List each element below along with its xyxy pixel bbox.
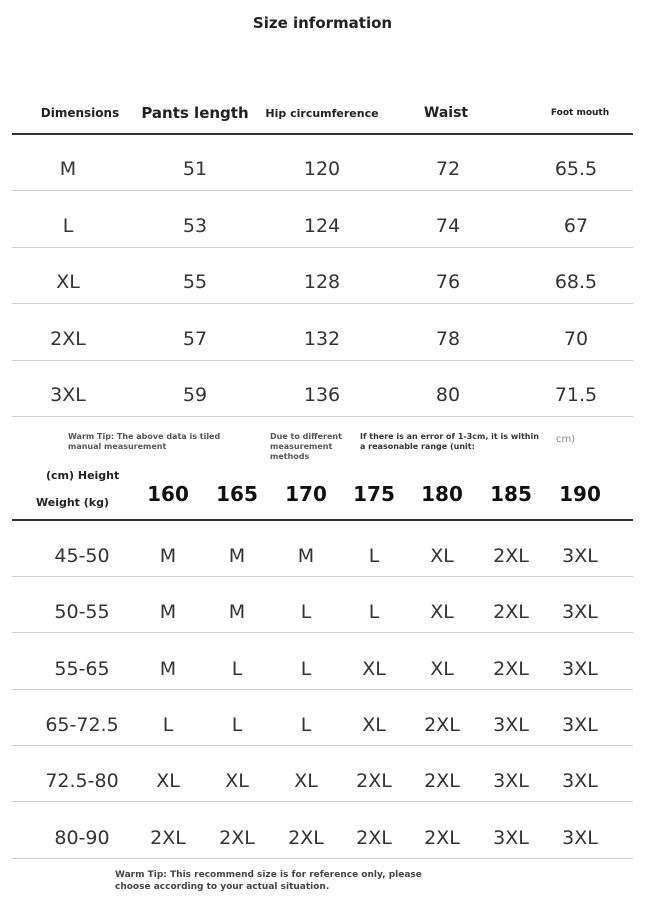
recommended-size-cell: 3XL xyxy=(493,770,529,793)
header-waist: Waist xyxy=(423,105,469,121)
recommended-size-cell: M xyxy=(228,545,246,567)
size-table-cell: 80 xyxy=(435,384,461,406)
recommended-size-cell: XL xyxy=(294,770,318,793)
recommended-size-cell: 3XL xyxy=(562,770,598,793)
recommended-size-cell: L xyxy=(231,713,243,736)
recommended-size-cell: M xyxy=(159,601,177,624)
row-divider xyxy=(12,689,633,690)
size-table-cell: 57 xyxy=(182,327,208,350)
size-table-cell: 78 xyxy=(435,327,461,350)
recommended-size-cell: 2XL xyxy=(356,770,392,793)
size-table-cell: XL xyxy=(56,271,80,293)
warm-tip-methods: Due to different measurement methods xyxy=(270,432,342,461)
recommended-size-cell: L xyxy=(300,713,312,736)
warm-tip-recommendation: Warm Tip: This recommend size is for reference only, please choose according to your actual situation. xyxy=(115,870,422,892)
recommended-size-cell: L xyxy=(162,713,174,736)
warm-tip-error: If there is an error of 1-3cm, it is within a reasonable range (unit: xyxy=(360,432,539,451)
size-table-cell: 120 xyxy=(303,158,341,180)
recommended-size-cell: 2XL xyxy=(493,657,529,680)
row-divider xyxy=(12,858,633,859)
size-table-cell: 2XL xyxy=(50,327,86,350)
row-divider xyxy=(12,576,633,577)
weight-range-cell: 80-90 xyxy=(54,826,110,849)
row-divider xyxy=(12,745,633,746)
size-table-cell: 53 xyxy=(182,214,208,237)
recommended-size-cell: 2XL xyxy=(424,826,460,849)
warm-tip-measurement: Warm Tip: The above data is tiled manual measurement xyxy=(68,432,221,451)
recommended-size-cell: M xyxy=(159,545,177,567)
size-table-cell: 136 xyxy=(303,384,341,406)
header-hip-circumference: Hip circumference xyxy=(265,106,379,120)
height-header-cell: 180 xyxy=(421,482,463,506)
recommended-size-cell: XL xyxy=(225,770,249,793)
header-dimensions: Dimensions xyxy=(40,106,120,120)
row-divider xyxy=(12,360,633,361)
recommended-size-cell: 2XL xyxy=(356,826,392,849)
weight-label: Weight (kg) xyxy=(36,496,110,509)
recommended-size-cell: XL xyxy=(362,713,386,736)
recommended-size-cell: L xyxy=(368,601,380,624)
recommended-size-cell: 2XL xyxy=(424,770,460,793)
row-divider xyxy=(12,632,633,633)
size-table-cell: 76 xyxy=(435,271,461,293)
recommended-size-cell: 3XL xyxy=(562,657,598,680)
size-table-cell: 132 xyxy=(303,327,341,350)
row-divider xyxy=(12,190,633,191)
size-table-cell: 67 xyxy=(563,214,589,237)
height-header-cell: 175 xyxy=(353,482,395,506)
recommended-size-cell: L xyxy=(231,657,243,680)
size-table-cell: 72 xyxy=(435,158,461,180)
recommended-size-cell: 2XL xyxy=(424,713,460,736)
size-table-cell: 68.5 xyxy=(554,271,598,293)
recommended-size-cell: 3XL xyxy=(562,713,598,736)
table1-header-divider xyxy=(12,133,633,135)
row-divider xyxy=(12,801,633,802)
recommended-size-cell: L xyxy=(368,545,380,567)
row-divider xyxy=(12,247,633,248)
size-table-cell: 51 xyxy=(182,158,208,180)
warm-tip-unit: cm) xyxy=(556,434,576,445)
size-table-cell: 3XL xyxy=(50,384,86,406)
recommended-size-cell: 2XL xyxy=(288,826,324,849)
row-divider xyxy=(12,416,633,417)
recommended-size-cell: XL xyxy=(156,770,180,793)
recommended-size-cell: L xyxy=(300,601,312,624)
recommended-size-cell: 3XL xyxy=(562,826,598,849)
height-header-cell: 160 xyxy=(147,482,189,506)
recommended-size-cell: M xyxy=(159,657,177,680)
recommended-size-cell: XL xyxy=(362,657,386,680)
recommended-size-cell: XL xyxy=(430,545,454,567)
weight-range-cell: 45-50 xyxy=(54,545,110,567)
size-table-cell: 71.5 xyxy=(554,384,598,406)
height-header-cell: 190 xyxy=(559,482,601,506)
header-pants-length: Pants length xyxy=(141,104,249,122)
size-table-cell: 59 xyxy=(182,384,208,406)
size-table-cell: 128 xyxy=(303,271,341,293)
weight-range-cell: 65-72.5 xyxy=(45,713,119,736)
weight-range-cell: 55-65 xyxy=(54,657,110,680)
size-table-cell: 70 xyxy=(563,327,589,350)
table2-header-divider xyxy=(12,519,633,521)
height-header-cell: 165 xyxy=(216,482,258,506)
height-label: (cm) Height xyxy=(46,469,120,482)
size-table-cell: M xyxy=(59,158,77,180)
recommended-size-cell: M xyxy=(228,601,246,624)
weight-range-cell: 50-55 xyxy=(54,601,110,624)
recommended-size-cell: XL xyxy=(430,601,454,624)
size-table-cell: 124 xyxy=(303,214,341,237)
recommended-size-cell: 2XL xyxy=(219,826,255,849)
page-title: Size information xyxy=(252,14,393,32)
recommended-size-cell: 3XL xyxy=(562,601,598,624)
recommended-size-cell: L xyxy=(300,657,312,680)
recommended-size-cell: 3XL xyxy=(562,545,598,567)
recommended-size-cell: 3XL xyxy=(493,826,529,849)
recommended-size-cell: 2XL xyxy=(493,545,529,567)
recommended-size-cell: 3XL xyxy=(493,713,529,736)
height-header-cell: 185 xyxy=(490,482,532,506)
recommended-size-cell: 2XL xyxy=(493,601,529,624)
size-table-cell: 74 xyxy=(435,214,461,237)
size-table-cell: 55 xyxy=(182,271,208,293)
height-header-cell: 170 xyxy=(285,482,327,506)
weight-range-cell: 72.5-80 xyxy=(45,770,119,793)
size-table-cell: L xyxy=(62,214,74,237)
row-divider xyxy=(12,303,633,304)
size-table-cell: 65.5 xyxy=(554,158,598,180)
recommended-size-cell: 2XL xyxy=(150,826,186,849)
recommended-size-cell: XL xyxy=(430,657,454,680)
recommended-size-cell: M xyxy=(297,545,315,567)
header-foot-mouth: Foot mouth xyxy=(550,108,610,118)
